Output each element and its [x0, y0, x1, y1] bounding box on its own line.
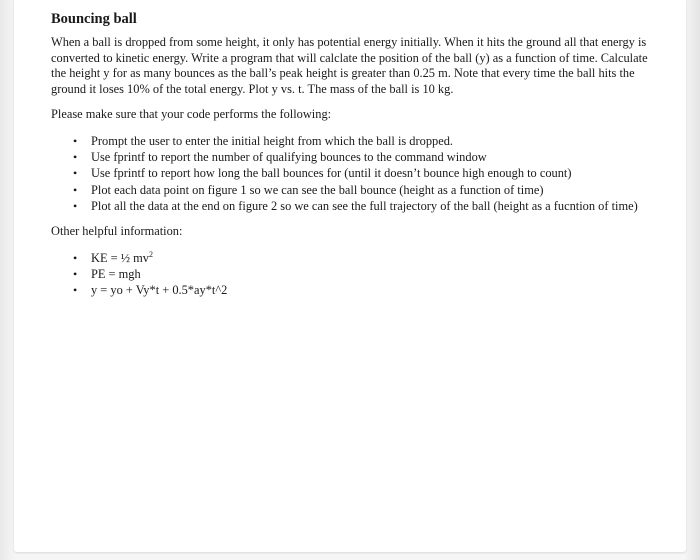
- kinetic-energy-formula: KE = ½ mv: [91, 250, 149, 265]
- bullet-icon: •: [73, 182, 78, 197]
- intro-paragraph: When a ball is dropped from some height, it only has potential energy initially. When it hits the ground all that energy is converted to kinetic energy. Write a program that will calclate the position of the ball (y) as a function of time. Calculate the height y for as many bounces as the ball’s peak height is greater than 0.25 m. Note that every time the ball hits the ground it loses 10% of the total energy. Plot y vs. t. The mass of the ball is 10 kg.: [51, 35, 648, 96]
- list-item: [73, 198, 651, 214]
- exponent: 2: [148, 249, 153, 259]
- requirements-heading: Please make sure that your code performs the following:: [51, 107, 332, 122]
- requirement-text: Use fprintf to report how long the ball bounces for (until it doesn’t bounce high enough to count): [91, 166, 572, 181]
- requirement-text: Plot all the data at the end on figure 2 so we can see the full trajectory of the ball (height as a fucntion of time): [91, 198, 638, 213]
- list-item: [73, 149, 651, 165]
- bullet-icon: •: [73, 150, 78, 165]
- list-item: [73, 182, 651, 198]
- bullet-icon: •: [73, 198, 78, 213]
- requirements-list: [51, 133, 651, 214]
- document-title: Bouncing ball: [51, 11, 137, 27]
- document-content: [51, 10, 651, 308]
- list-item: [73, 282, 651, 298]
- bullet-icon: •: [73, 250, 78, 265]
- helpful-list: [51, 250, 651, 299]
- kinematics-formula: y = yo + Vy*t + 0.5*ay*t^2: [91, 282, 228, 297]
- list-item: [73, 133, 651, 149]
- requirement-text: Use fprintf to report the number of qualifying bounces to the command window: [91, 150, 487, 165]
- requirement-text: Prompt the user to enter the initial height from which the ball is dropped.: [91, 133, 454, 148]
- potential-energy-formula: PE = mgh: [91, 266, 141, 281]
- list-item: [73, 266, 651, 282]
- document-page: [14, 0, 686, 552]
- helpful-heading: Other helpful information:: [51, 223, 183, 238]
- bullet-icon: •: [73, 133, 78, 148]
- list-item: [73, 165, 651, 181]
- requirement-text: Plot each data point on figure 1 so we can see the ball bounce (height as a function of time): [91, 182, 544, 197]
- bullet-icon: •: [73, 166, 78, 181]
- bullet-icon: •: [73, 266, 78, 281]
- list-item: [73, 250, 651, 266]
- bullet-icon: •: [73, 282, 78, 297]
